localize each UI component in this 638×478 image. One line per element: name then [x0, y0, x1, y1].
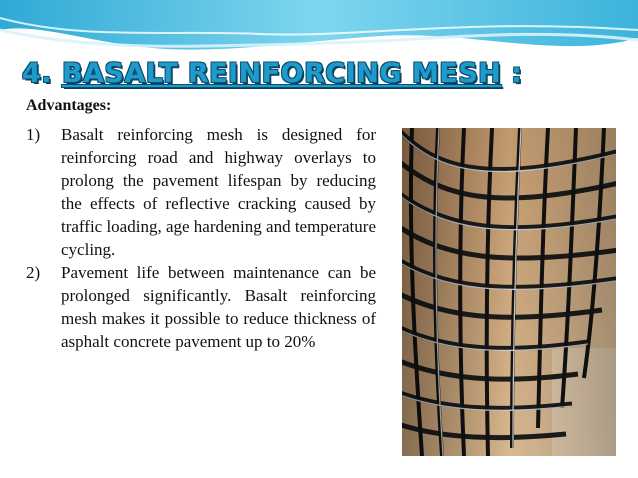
- slide-title: [22, 58, 522, 89]
- title-suffix: :: [501, 58, 523, 89]
- title-prefix: 4.: [22, 58, 62, 89]
- list-item-number: 2): [26, 263, 41, 282]
- basalt-mesh-photo-icon: [402, 128, 616, 456]
- basalt-mesh-photo: [402, 128, 616, 456]
- advantages-heading: Advantages:: [26, 97, 112, 114]
- list-item-text: Basalt reinforcing mesh is designed for reinforcing road and highway overlays to prolong the pavement lifespan by reducing the effects of reflective cracking caused by traffic loading, age hardening and temperature cycling.: [61, 125, 376, 259]
- list-item: [26, 123, 376, 261]
- list-item: [26, 261, 376, 353]
- advantages-list: [26, 123, 376, 353]
- list-item-text: Pavement life between maintenance can be prolonged significantly. Basalt reinforcing mesh makes it possible to reduce thickness of asphalt concrete pavement up to 20%: [61, 263, 376, 351]
- title-main: BASALT REINFORCING MESH: [61, 58, 502, 89]
- list-item-number: 1): [26, 125, 41, 144]
- header-wave-decoration: [0, 0, 638, 62]
